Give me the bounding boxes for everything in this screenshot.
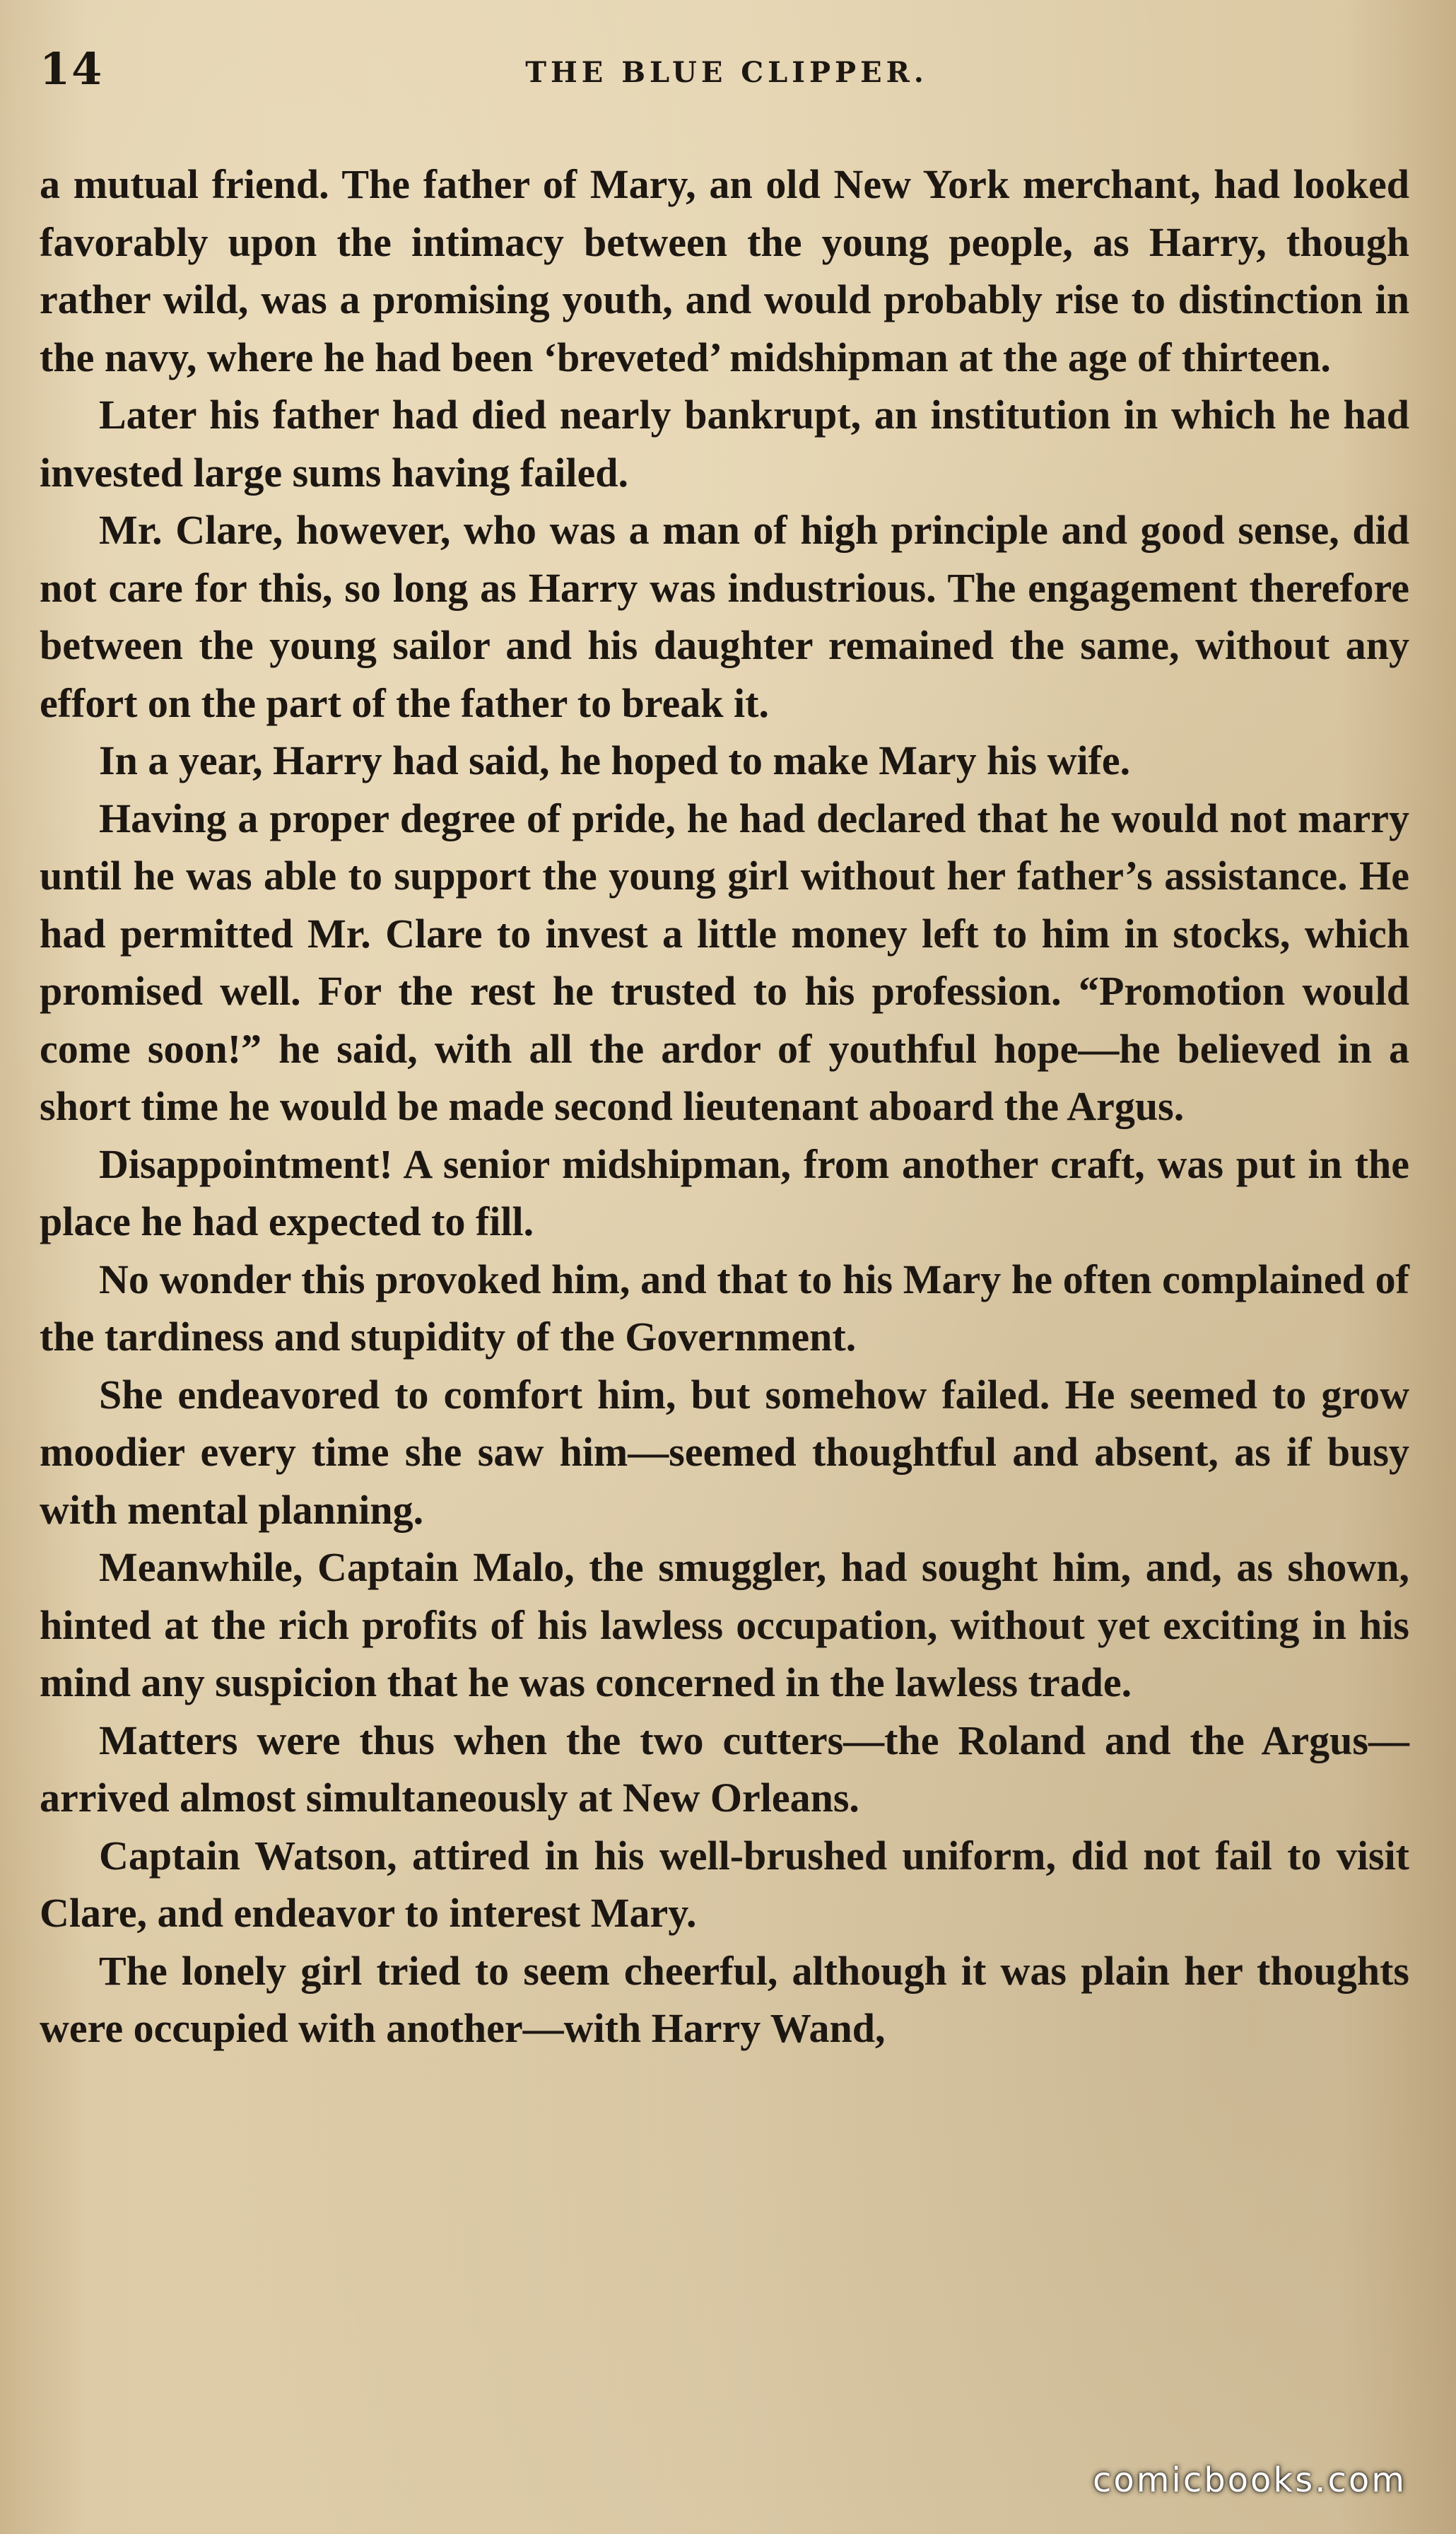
watermark-text: comicbooks.com bbox=[1092, 2460, 1407, 2500]
paragraph: She endeavored to comfort him, but somehow failed. He seemed to grow moodier every time she saw him—seemed thoughtful and absent, as if busy with mental planning. bbox=[40, 1371, 1409, 1533]
book-title: THE BLUE CLIPPER. bbox=[525, 56, 928, 89]
paragraph: The lonely girl tried to seem cheerful, although it was plain her thoughts were occupied with another—with Harry Wand, bbox=[40, 1947, 1409, 2051]
paragraph: Mr. Clare, however, who was a man of high principle and good sense, did not care for this, so long as Harry was industrious. The engagement therefore between the young sailor and his daughter remained the same, without any effort on the part of the father to break it. bbox=[40, 507, 1409, 726]
paragraph: Captain Watson, attired in his well-brushed uniform, did not fail to visit Clare, and endeavor to interest Mary. bbox=[40, 1832, 1409, 1936]
paragraph: No wonder this provoked him, and that to his Mary he often complained of the tardiness and stupidity of the Government. bbox=[40, 1256, 1409, 1360]
paragraph: a mutual friend. The father of Mary, an old New York merchant, had looked favorably upon the intimacy between the young people, as Harry, though rather wild, was a promising youth, and would probably rise to distinction in the navy, where he had been ‘breveted’ midshipman at the age of thirteen. bbox=[40, 161, 1409, 380]
paragraph: Matters were thus when the two cutters—the Roland and the Argus—arrived almost simultaneously at New Orleans. bbox=[40, 1717, 1409, 1821]
paragraph: In a year, Harry had said, he hoped to make Mary his wife. bbox=[99, 737, 1131, 783]
page-number: 14 bbox=[40, 43, 104, 95]
paragraph: Having a proper degree of pride, he had declared that he would not marry until he was able to support the young girl without her father’s assistance. He had permitted Mr. Clare to invest a little money left to him in stocks, which promised well. For the rest he trusted to his profession. “Promotion would come soon!” he said, with all the ardor of youthful hope—he believed in a short time he would be made second lieutenant aboard the Argus. bbox=[40, 795, 1409, 1129]
running-head bbox=[40, 41, 1414, 98]
paragraph: Meanwhile, Captain Malo, the smuggler, had sought him, and, as shown, hinted at the rich profits of his lawless occupation, without yet exciting in his mind any suspicion that he was concerned in the lawless trade. bbox=[40, 1544, 1409, 1705]
paragraph: Disappointment! A senior midshipman, from another craft, was put in the place he had expected to fill. bbox=[40, 1140, 1409, 1244]
body-text bbox=[40, 156, 1409, 2057]
paragraph: Later his father had died nearly bankrupt, an institution in which he had invested large sums having failed. bbox=[40, 392, 1409, 496]
